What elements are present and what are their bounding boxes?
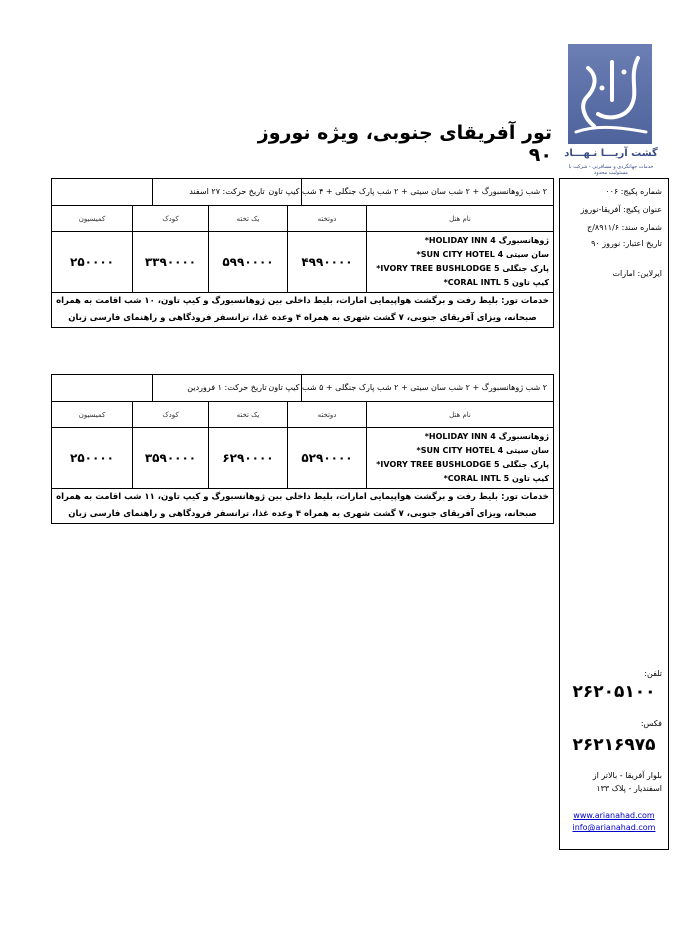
company-logo [562, 44, 660, 178]
price-header-row [52, 402, 553, 428]
tour-services: خدمات تور: بلیط رفت و برگشت هواپیمایی امارات، بلیط داخلی بین ژوهانسبورگ و کیپ تاون، ۱۱ شب اقامت به همراه صبحانه، ویزای آفریقای جنوبی، ۷ گشت شهری به همراه ۴ وعده غذا، ترانسفر فرودگاهی و راهنمای فارسی زبان [56, 492, 549, 519]
commission-value: ۲۵۰۰۰۰ [52, 232, 133, 293]
child-price: ۳۵۹۰۰۰۰ [133, 428, 209, 489]
child-price: ۳۳۹۰۰۰۰ [133, 232, 209, 293]
tour-table [51, 374, 554, 524]
hotel-list [367, 232, 554, 293]
departure-date: تاریخ حرکت: ۲۷ اسفند [152, 179, 302, 205]
package-title: عنوان پکیج: آفریقا-نوروز [580, 205, 662, 214]
price-table [52, 402, 553, 489]
page-title: تور آفریقای جنوبی، ویژه نوروز ۹۰ [257, 122, 552, 166]
phone-label: تلفن: [644, 669, 662, 678]
info-panel [559, 178, 669, 850]
double-price: ۵۲۹۰۰۰۰ [288, 428, 367, 489]
single-price: ۶۲۹۰۰۰۰ [209, 428, 288, 489]
package-number: شماره پکیج: ۰۰۶ [605, 187, 662, 196]
hotel-item: ژوهانسبورگ HOLIDAY INN 4* [424, 432, 549, 441]
double-price: ۴۹۹۰۰۰۰ [288, 232, 367, 293]
hotel-item: کیپ تاون CORAL INTL 5* [443, 278, 549, 287]
price-table [52, 206, 553, 293]
phone-number: ۲۶۲۰۵۱۰۰ [572, 682, 656, 702]
fax-number: ۲۶۲۱۶۹۷۵ [572, 735, 656, 755]
fax-label: فکس: [640, 719, 662, 728]
header-hotel: نام هتل [367, 206, 554, 232]
hotel-list [367, 428, 554, 489]
commission-value: ۲۵۰۰۰۰ [52, 428, 133, 489]
hotel-item: سان سیتی SUN CITY HOTEL 4* [416, 446, 549, 455]
header-child: کودک [133, 402, 209, 428]
price-header-row [52, 206, 553, 232]
header-single: یک تخته [209, 206, 288, 232]
hotel-item: پارک جنگلی IVORY TREE BUSHLODGE 5* [376, 460, 549, 469]
hotel-item: پارک جنگلی IVORY TREE BUSHLODGE 5* [376, 264, 549, 273]
single-price: ۵۹۹۰۰۰۰ [209, 232, 288, 293]
tour-route: ۲ شب ژوهانسبورگ + ۲ شب سان سیتی + ۲ شب پارک جنگلی + ۵ شب کیپ تاون [268, 383, 547, 392]
header-child: کودک [133, 206, 209, 232]
tour-route: ۲ شب ژوهانسبورگ + ۲ شب سان سیتی + ۲ شب پارک جنگلی + ۴ شب کیپ تاون [268, 187, 547, 196]
hotel-item: کیپ تاون CORAL INTL 5* [443, 474, 549, 483]
validity-date: تاریخ اعتبار: نوروز ۹۰ [591, 239, 662, 248]
tour-header-row [52, 179, 553, 206]
tour-table [51, 178, 554, 328]
tour-header-row [52, 375, 553, 402]
departure-date: تاریخ حرکت: ۱ فروردین [152, 375, 302, 401]
header-double: دوتخته [288, 402, 367, 428]
header-hotel: نام هتل [367, 402, 554, 428]
address-line-2: اسفندیار - پلاک ۱۳۳ [596, 784, 662, 793]
logo-tagline: خدمات جهانگردی و مسافرتی - شرکت با مسئولیت محدود [568, 164, 654, 176]
header-double: دوتخته [288, 206, 367, 232]
hotel-item: ژوهانسبورگ HOLIDAY INN 4* [424, 236, 549, 245]
logo-calligraphy [568, 48, 652, 140]
airline: ایرلاین: امارات [612, 269, 662, 278]
price-row [52, 232, 553, 293]
header-commission: کمیسیون [52, 402, 133, 428]
logo-caption: گشت آریـــا نـهـــاد [564, 148, 658, 159]
price-row [52, 428, 553, 489]
tour-services: خدمات تور: بلیط رفت و برگشت هواپیمایی امارات، بلیط داخلی بین ژوهانسبورگ و کیپ تاون، ۱۰ شب اقامت به همراه صبحانه، ویزای آفریقای جنوبی، ۷ گشت شهری به همراه ۴ وعده غذا، ترانسفر فرودگاهی و راهنمای فارسی زبان [56, 296, 549, 323]
header-commission: کمیسیون [52, 206, 133, 232]
email-link[interactable]: info@arianahad.com [572, 823, 656, 832]
hotel-item: سان سیتی SUN CITY HOTEL 4* [416, 250, 549, 259]
address-line-1: بلوار آفریقا - بالاتر از [592, 771, 662, 780]
website-link[interactable]: www.arianahad.com [573, 811, 655, 820]
document-number: شماره سند: ۸۹۱۱/۶/ج [587, 223, 662, 232]
header-single: یک تخته [209, 402, 288, 428]
